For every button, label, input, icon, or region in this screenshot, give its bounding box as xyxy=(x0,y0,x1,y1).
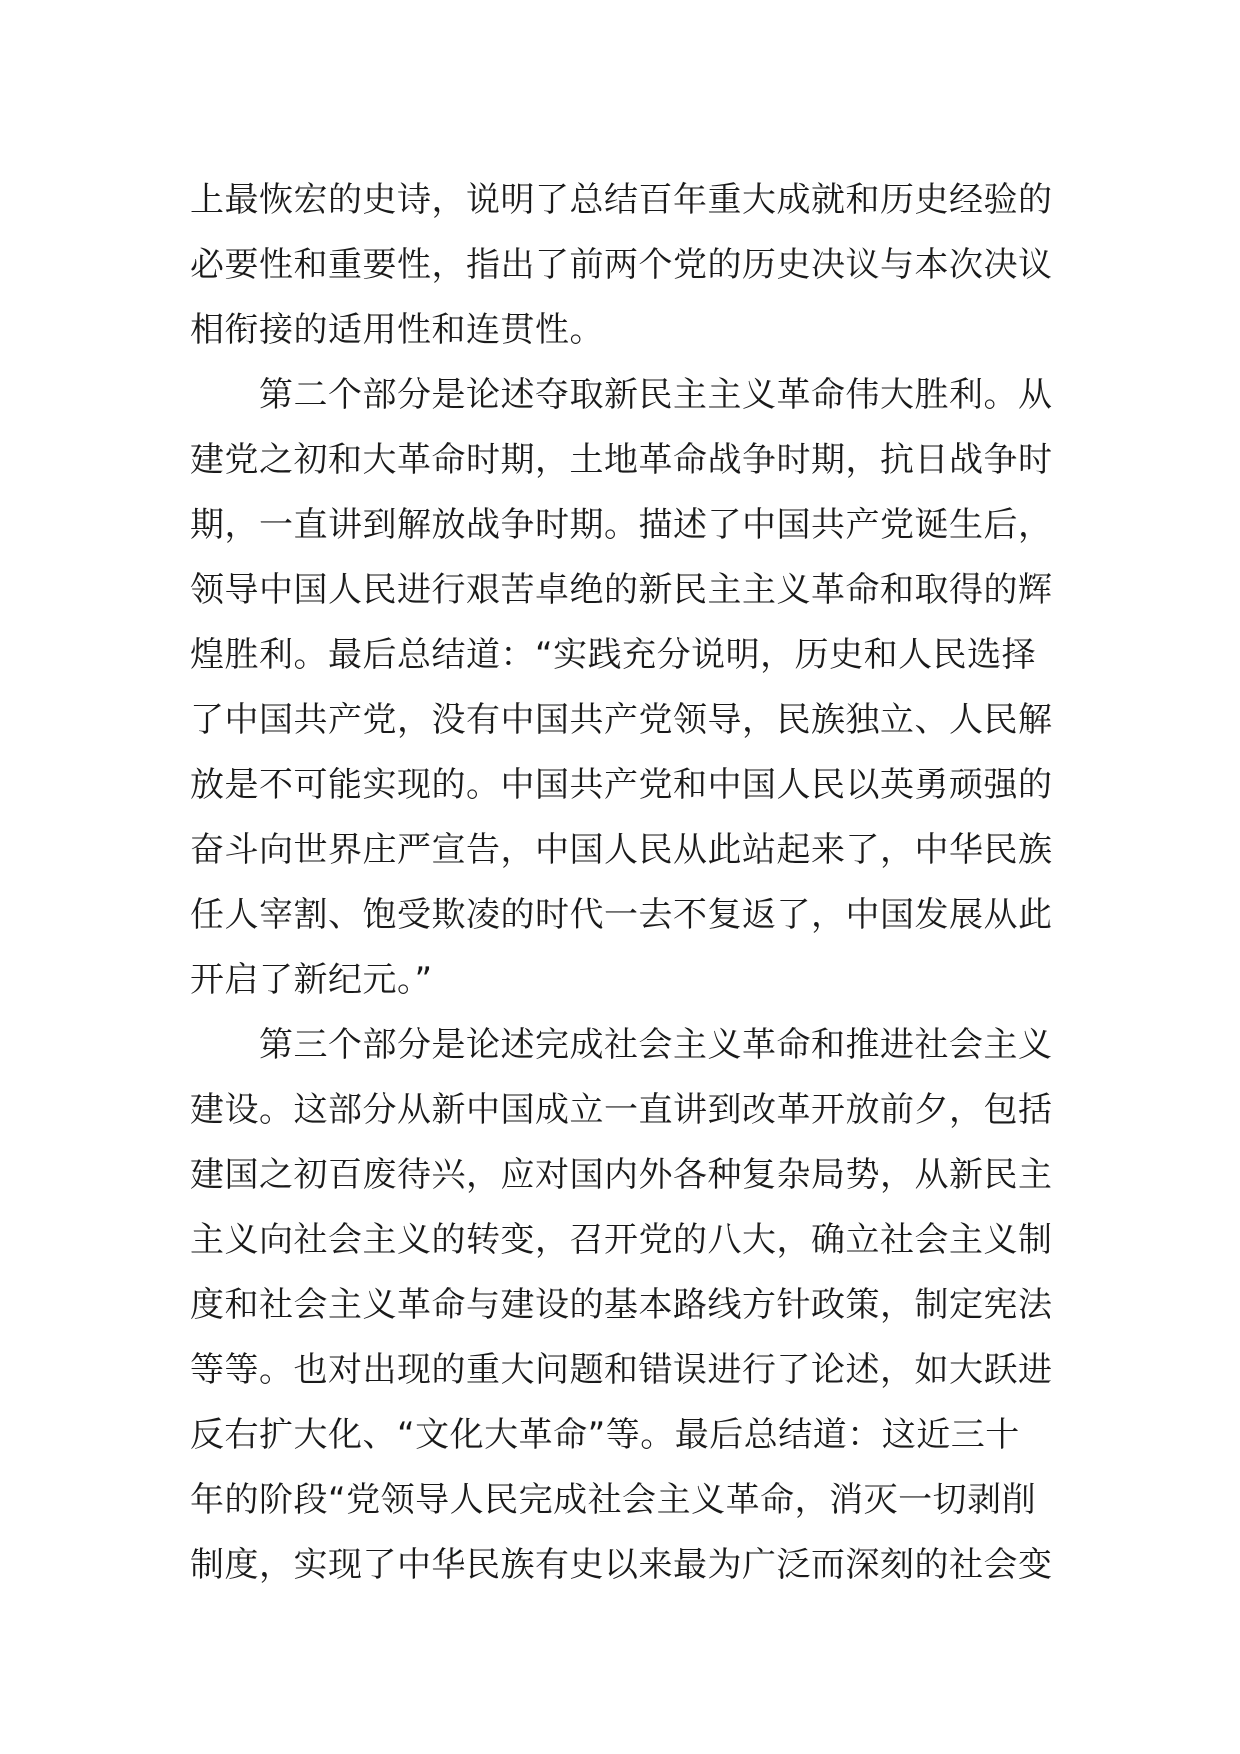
paragraph-start-line: 第三个部分是论述完成社会主义革命和推进社会主义 xyxy=(190,1025,1053,1065)
text-line: 了中国共产党，没有中国共产党领导，民族独立、人民解 xyxy=(190,700,1053,740)
text-line: 等等。也对出现的重大问题和错误进行了论述，如大跃进 xyxy=(190,1350,1053,1390)
text-line: 放是不可能实现的。中国共产党和中国人民以英勇顽强的 xyxy=(190,765,1053,805)
text-line: 相衔接的适用性和连贯性。 xyxy=(190,310,604,350)
text-line: 主义向社会主义的转变，召开党的八大，确立社会主义制 xyxy=(190,1220,1053,1260)
text-line: 建设。这部分从新中国成立一直讲到改革开放前夕，包括 xyxy=(190,1090,1053,1130)
text-line: 反右扩大化、“文化大革命”等。最后总结道：这近三十 xyxy=(190,1415,1020,1455)
text-line: 制度，实现了中华民族有史以来最为广泛而深刻的社会变 xyxy=(190,1545,1053,1585)
text-line: 建党之初和大革命时期，土地革命战争时期，抗日战争时 xyxy=(190,440,1053,480)
text-line: 领导中国人民进行艰苦卓绝的新民主主义革命和取得的辉 xyxy=(190,570,1053,610)
text-line: 度和社会主义革命与建设的基本路线方针政策，制定宪法 xyxy=(190,1285,1053,1325)
text-line: 建国之初百废待兴，应对国内外各种复杂局势，从新民主 xyxy=(190,1155,1053,1195)
text-line: 必要性和重要性，指出了前两个党的历史决议与本次决议 xyxy=(190,245,1053,285)
text-line: 年的阶段“党领导人民完成社会主义革命，消灭一切剥削 xyxy=(190,1480,1037,1520)
text-line: 开启了新纪元。” xyxy=(190,960,433,1000)
text-line: 奋斗向世界庄严宣告，中国人民从此站起来了，中华民族 xyxy=(190,830,1053,870)
paragraph-start-line: 第二个部分是论述夺取新民主主义革命伟大胜利。从 xyxy=(190,375,1053,415)
text-line: 上最恢宏的史诗，说明了总结百年重大成就和历史经验的 xyxy=(190,180,1053,220)
text-line: 任人宰割、饱受欺凌的时代一去不复返了，中国发展从此 xyxy=(190,895,1053,935)
text-line: 煌胜利。最后总结道：“实践充分说明，历史和人民选择 xyxy=(190,635,1037,675)
text-line: 期，一直讲到解放战争时期。描述了中国共产党诞生后， xyxy=(190,505,1053,545)
body-text xyxy=(190,168,1060,1598)
